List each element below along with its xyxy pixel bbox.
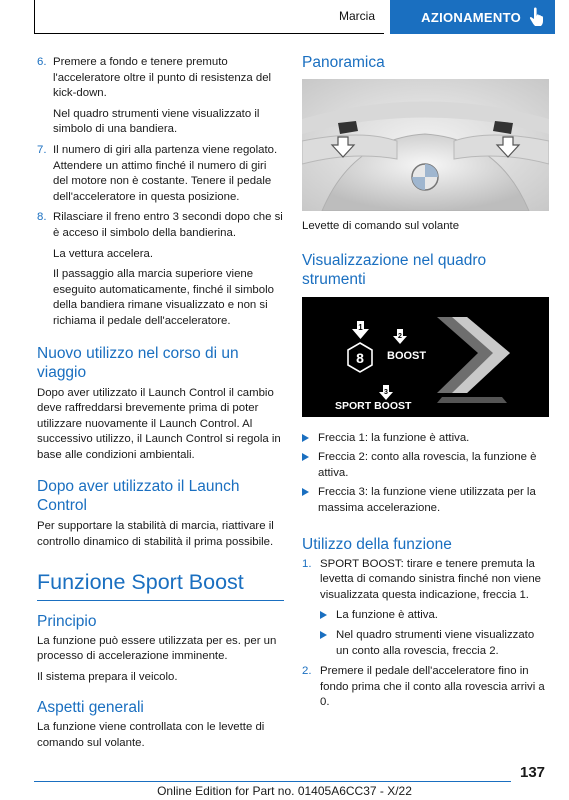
heading-display: Visualizzazione nel quadro strumenti xyxy=(302,251,487,288)
section-title: Marcia xyxy=(338,9,375,23)
header-rule xyxy=(34,0,384,34)
step-number: 7. xyxy=(37,143,47,156)
step-8 xyxy=(37,210,284,241)
heading-sport-boost: Funzione Sport Boost xyxy=(37,569,244,594)
list-item: Freccia 1: la funzione è attiva. xyxy=(302,431,549,447)
chapter-tab xyxy=(390,0,555,34)
heading-principle: Principio xyxy=(37,612,97,630)
bullet-triangle-icon xyxy=(302,453,309,461)
heading-overview: Panoramica xyxy=(302,54,385,71)
bullet-triangle-icon xyxy=(320,611,327,619)
step-number: 8. xyxy=(37,211,47,224)
heading-general: Aspetti generali xyxy=(37,699,144,717)
step-8-note: La vettura accelera. xyxy=(53,247,154,260)
step-number: 6. xyxy=(37,56,47,68)
paragraph-general: La funzione viene controllata con le levette di comando sul volante. xyxy=(37,721,265,750)
paragraph-after: Per supportare la stabilità di marcia, riattivare il controllo dinamico di stabilità il prima possibile. xyxy=(37,520,274,549)
caption-wheel: Levette di comando sul volante xyxy=(302,220,460,232)
step-text: Premere a fondo e tenere premuto l'acceleratore oltre il punto di resistenza del kick-down. xyxy=(53,56,272,100)
step-number: 1. xyxy=(302,557,312,570)
hand-pointer-icon xyxy=(529,7,545,27)
step-8-note: Il passaggio alla marcia superiore viene eseguito automaticamente, finché il simbolo della bandiera rimane visualizzato e non si richiama il pedale dell'acceleratore. xyxy=(53,268,274,327)
chapter-tab-label: AZIONAMENTO xyxy=(421,9,521,25)
bullet-triangle-icon xyxy=(320,631,327,639)
use-step-2 xyxy=(302,664,549,711)
list-item: La funzione è attiva. xyxy=(320,608,549,624)
step-text: Il numero di giri alla partenza viene regolato. Attendere un attimo finché il numero di giri del motore non è costante. Tenere il pedale dell'acceleratore in questa posizione. xyxy=(53,143,278,203)
arrow-3-label: 3 xyxy=(384,388,388,396)
step-6-note: Nel quadro strumenti viene visualizzato il simbolo di una bandiera. xyxy=(53,107,260,136)
step-7 xyxy=(37,143,284,205)
display-sport-boost-label: SPORT BOOST xyxy=(335,399,412,412)
footer-edition: Online Edition for Part no. 01405A6CC37 - X/22 xyxy=(157,784,412,798)
use-step-1 xyxy=(302,557,549,604)
heading-use: Utilizzo della funzione xyxy=(302,535,452,553)
paragraph-reuse: Dopo aver utilizzato il Launch Control il cambio deve raffreddarsi brevemente prima di poter utilizzare nuovamente il Launch Control. Al successivo utilizzo, il Launch Control si regola in base alle condizioni ambientali. xyxy=(37,386,281,461)
page-number: 137 xyxy=(520,764,546,781)
paragraph-principle: La funzione può essere utilizzata per es. per un processo di accelerazione imminente. xyxy=(37,634,277,663)
heading-reuse: Nuovo utilizzo nel corso di un viaggio xyxy=(37,344,239,381)
use-step-1-substeps xyxy=(302,608,549,659)
footer-rule xyxy=(34,781,511,782)
instrument-display-illustration xyxy=(302,297,549,417)
left-column xyxy=(37,55,284,752)
right-column xyxy=(302,53,549,711)
step-6 xyxy=(37,55,284,102)
heading-after: Dopo aver utilizzato il Launch Control xyxy=(37,478,240,515)
list-item: Freccia 2: conto alla rovescia, la funzione è attiva. xyxy=(302,450,549,481)
list-item: Nel quadro strumenti viene visualizzato un conto alla rovescia, freccia 2. xyxy=(320,628,549,659)
step-text: SPORT BOOST: tirare e tenere premuta la levetta di comando sinistra finché non viene visualizzata questa indicazione, freccia 1. xyxy=(320,557,541,601)
step-text: Rilasciare il freno entro 3 secondi dopo che si è acceso il simbolo della bandierina. xyxy=(53,211,283,239)
steering-wheel-illustration xyxy=(302,79,549,211)
step-number: 2. xyxy=(302,665,312,678)
bullet-triangle-icon xyxy=(302,434,309,442)
bullet-triangle-icon xyxy=(302,488,309,496)
gear-number: 8 xyxy=(356,349,364,366)
arrow-1-label: 1 xyxy=(358,322,363,332)
display-boost-label: BOOST xyxy=(387,349,427,362)
list-item: Freccia 3: la funzione viene utilizzata per la massima accelerazione. xyxy=(302,485,549,516)
arrow-legend xyxy=(302,431,549,517)
paragraph-principle: Il sistema prepara il veicolo. xyxy=(37,670,178,683)
heading-underline xyxy=(37,600,284,601)
step-text: Premere il pedale dell'acceleratore fino in fondo prima che il conto alla rovescia arrivi a 0. xyxy=(320,665,545,709)
arrow-2-label: 2 xyxy=(398,332,402,340)
